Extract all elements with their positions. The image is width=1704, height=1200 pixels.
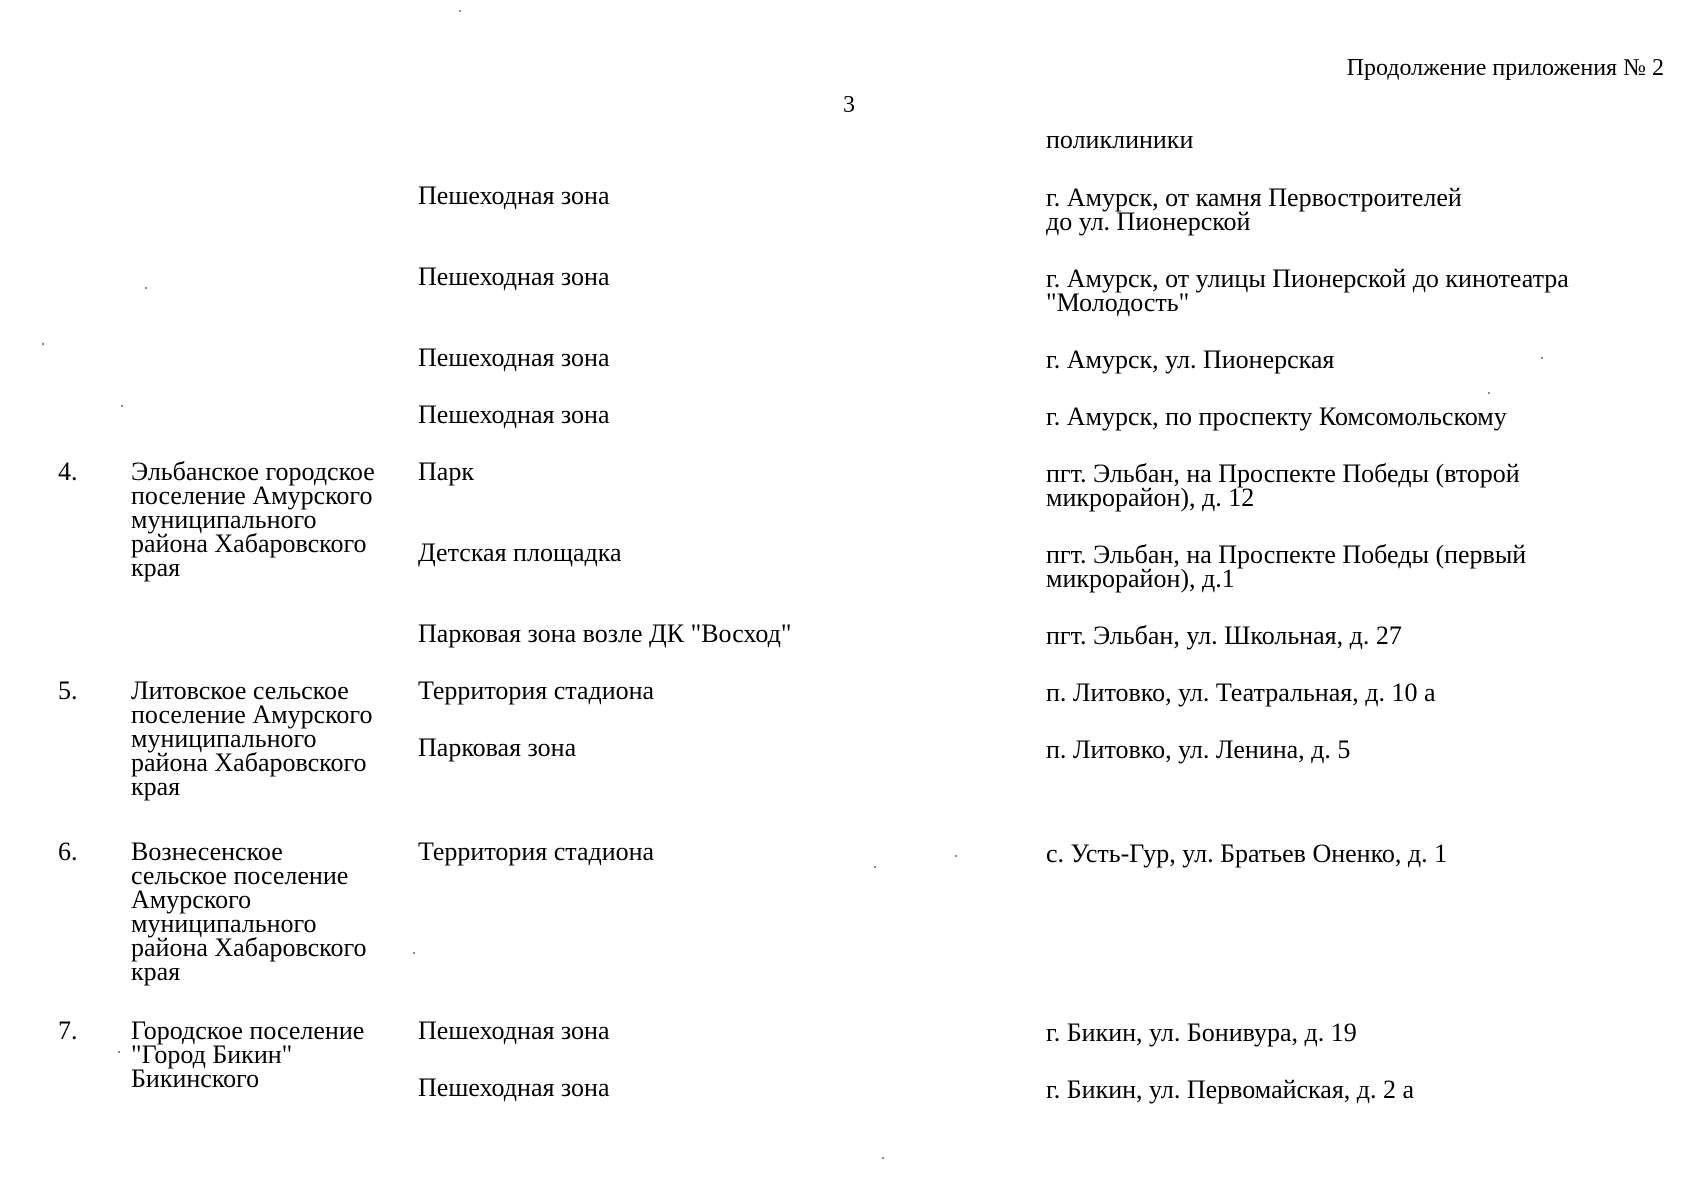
settlement-line: Бикинского bbox=[131, 1064, 260, 1093]
scan-speck bbox=[1488, 392, 1490, 394]
address-line: п. Литовко, ул. Театральная, д. 10 а bbox=[1046, 678, 1436, 707]
settlement-cell bbox=[131, 676, 411, 801]
settlement-line: поселение Амурского bbox=[131, 481, 373, 510]
object-cell: Парковая зона bbox=[418, 733, 577, 762]
address-line: пгт. Эльбан, ул. Школьная, д. 27 bbox=[1046, 621, 1402, 650]
settlement-line: района Хабаровского bbox=[131, 748, 367, 777]
settlement-line: "Город Бикин" bbox=[131, 1040, 293, 1069]
settlement-line: поселение Амурского bbox=[131, 700, 373, 729]
object-cell: Пешеходная зона bbox=[418, 1016, 610, 1045]
address-line: г. Амурск, ул. Пионерская bbox=[1046, 345, 1335, 374]
settlement-line: Вознесенское bbox=[131, 837, 283, 866]
address-cell bbox=[1046, 1018, 1666, 1047]
scan-speck bbox=[1541, 357, 1543, 359]
address-cell bbox=[1046, 735, 1666, 764]
address-cell bbox=[1046, 459, 1666, 512]
settlement-line: Амурского bbox=[131, 885, 252, 914]
scan-speck bbox=[118, 1051, 120, 1053]
settlement-line: Эльбанское городское bbox=[131, 457, 375, 486]
scan-speck bbox=[413, 952, 415, 954]
settlement-cell bbox=[131, 1016, 411, 1093]
object-cell: Пешеходная зона bbox=[418, 400, 610, 429]
object-cell: Пешеходная зона bbox=[418, 1073, 610, 1102]
object-cell: Детская площадка bbox=[418, 538, 622, 567]
row-number: 6. bbox=[58, 837, 78, 866]
address-line: "Молодость" bbox=[1046, 288, 1190, 317]
scan-speck bbox=[874, 866, 876, 868]
address-cell bbox=[1046, 678, 1666, 707]
settlement-line: Литовское сельское bbox=[131, 676, 349, 705]
address-cell bbox=[1046, 264, 1666, 317]
address-line: г. Амурск, по проспекту Комсомольскому bbox=[1046, 402, 1507, 431]
object-cell: Пешеходная зона bbox=[418, 181, 610, 210]
address-line: микрорайон), д. 12 bbox=[1046, 483, 1255, 512]
settlement-line: сельское поселение bbox=[131, 861, 349, 890]
object-cell: Пешеходная зона bbox=[418, 343, 610, 372]
row-number: 7. bbox=[58, 1016, 78, 1045]
scan-speck bbox=[42, 343, 44, 345]
address-cell bbox=[1046, 125, 1666, 154]
page-number: 3 bbox=[843, 92, 855, 118]
settlement-cell bbox=[131, 457, 411, 582]
address-line: микрорайон), д.1 bbox=[1046, 564, 1235, 593]
address-line: с. Усть-Гур, ул. Братьев Оненко, д. 1 bbox=[1046, 839, 1448, 868]
settlement-line: муниципального bbox=[131, 909, 317, 938]
settlement-line: края bbox=[131, 772, 181, 801]
object-cell: Пешеходная зона bbox=[418, 262, 610, 291]
object-cell: Парковая зона возле ДК "Восход" bbox=[418, 619, 792, 648]
address-cell bbox=[1046, 402, 1666, 431]
object-cell: Территория стадиона bbox=[418, 676, 655, 705]
address-cell bbox=[1046, 1075, 1666, 1104]
address-cell bbox=[1046, 345, 1666, 374]
settlement-line: муниципального bbox=[131, 724, 317, 753]
row-number: 4. bbox=[58, 457, 78, 486]
address-cell bbox=[1046, 183, 1666, 236]
address-line: г. Амурск, от камня Первостроителей bbox=[1046, 183, 1462, 212]
scan-speck bbox=[121, 405, 123, 407]
address-line: г. Бикин, ул. Первомайская, д. 2 а bbox=[1046, 1075, 1415, 1104]
address-cell bbox=[1046, 621, 1666, 650]
settlement-line: Городское поселение bbox=[131, 1016, 365, 1045]
address-line: г. Амурск, от улицы Пионерской до кинотеатра bbox=[1046, 264, 1569, 293]
settlement-line: района Хабаровского bbox=[131, 529, 367, 558]
scan-speck bbox=[459, 10, 461, 12]
settlement-line: края bbox=[131, 553, 181, 582]
settlement-line: муниципального bbox=[131, 505, 317, 534]
address-line: пгт. Эльбан, на Проспекте Победы (второй bbox=[1046, 459, 1520, 488]
scan-speck bbox=[882, 1157, 884, 1159]
address-line: до ул. Пионерской bbox=[1046, 207, 1251, 236]
address-line: п. Литовко, ул. Ленина, д. 5 bbox=[1046, 735, 1351, 764]
address-line: г. Бикин, ул. Бонивура, д. 19 bbox=[1046, 1018, 1357, 1047]
object-cell: Территория стадиона bbox=[418, 837, 655, 866]
settlement-line: края bbox=[131, 957, 181, 986]
address-cell bbox=[1046, 839, 1666, 868]
row-number: 5. bbox=[58, 676, 78, 705]
object-cell: Парк bbox=[418, 457, 474, 486]
address-cell bbox=[1046, 540, 1666, 593]
continuation-header: Продолжение приложения № 2 bbox=[1346, 55, 1664, 81]
address-line: пгт. Эльбан, на Проспекте Победы (первый bbox=[1046, 540, 1527, 569]
settlement-cell bbox=[131, 837, 411, 986]
scan-speck bbox=[145, 287, 147, 289]
address-line: поликлиники bbox=[1046, 125, 1194, 154]
scan-speck bbox=[955, 855, 957, 857]
settlement-line: района Хабаровского bbox=[131, 933, 367, 962]
